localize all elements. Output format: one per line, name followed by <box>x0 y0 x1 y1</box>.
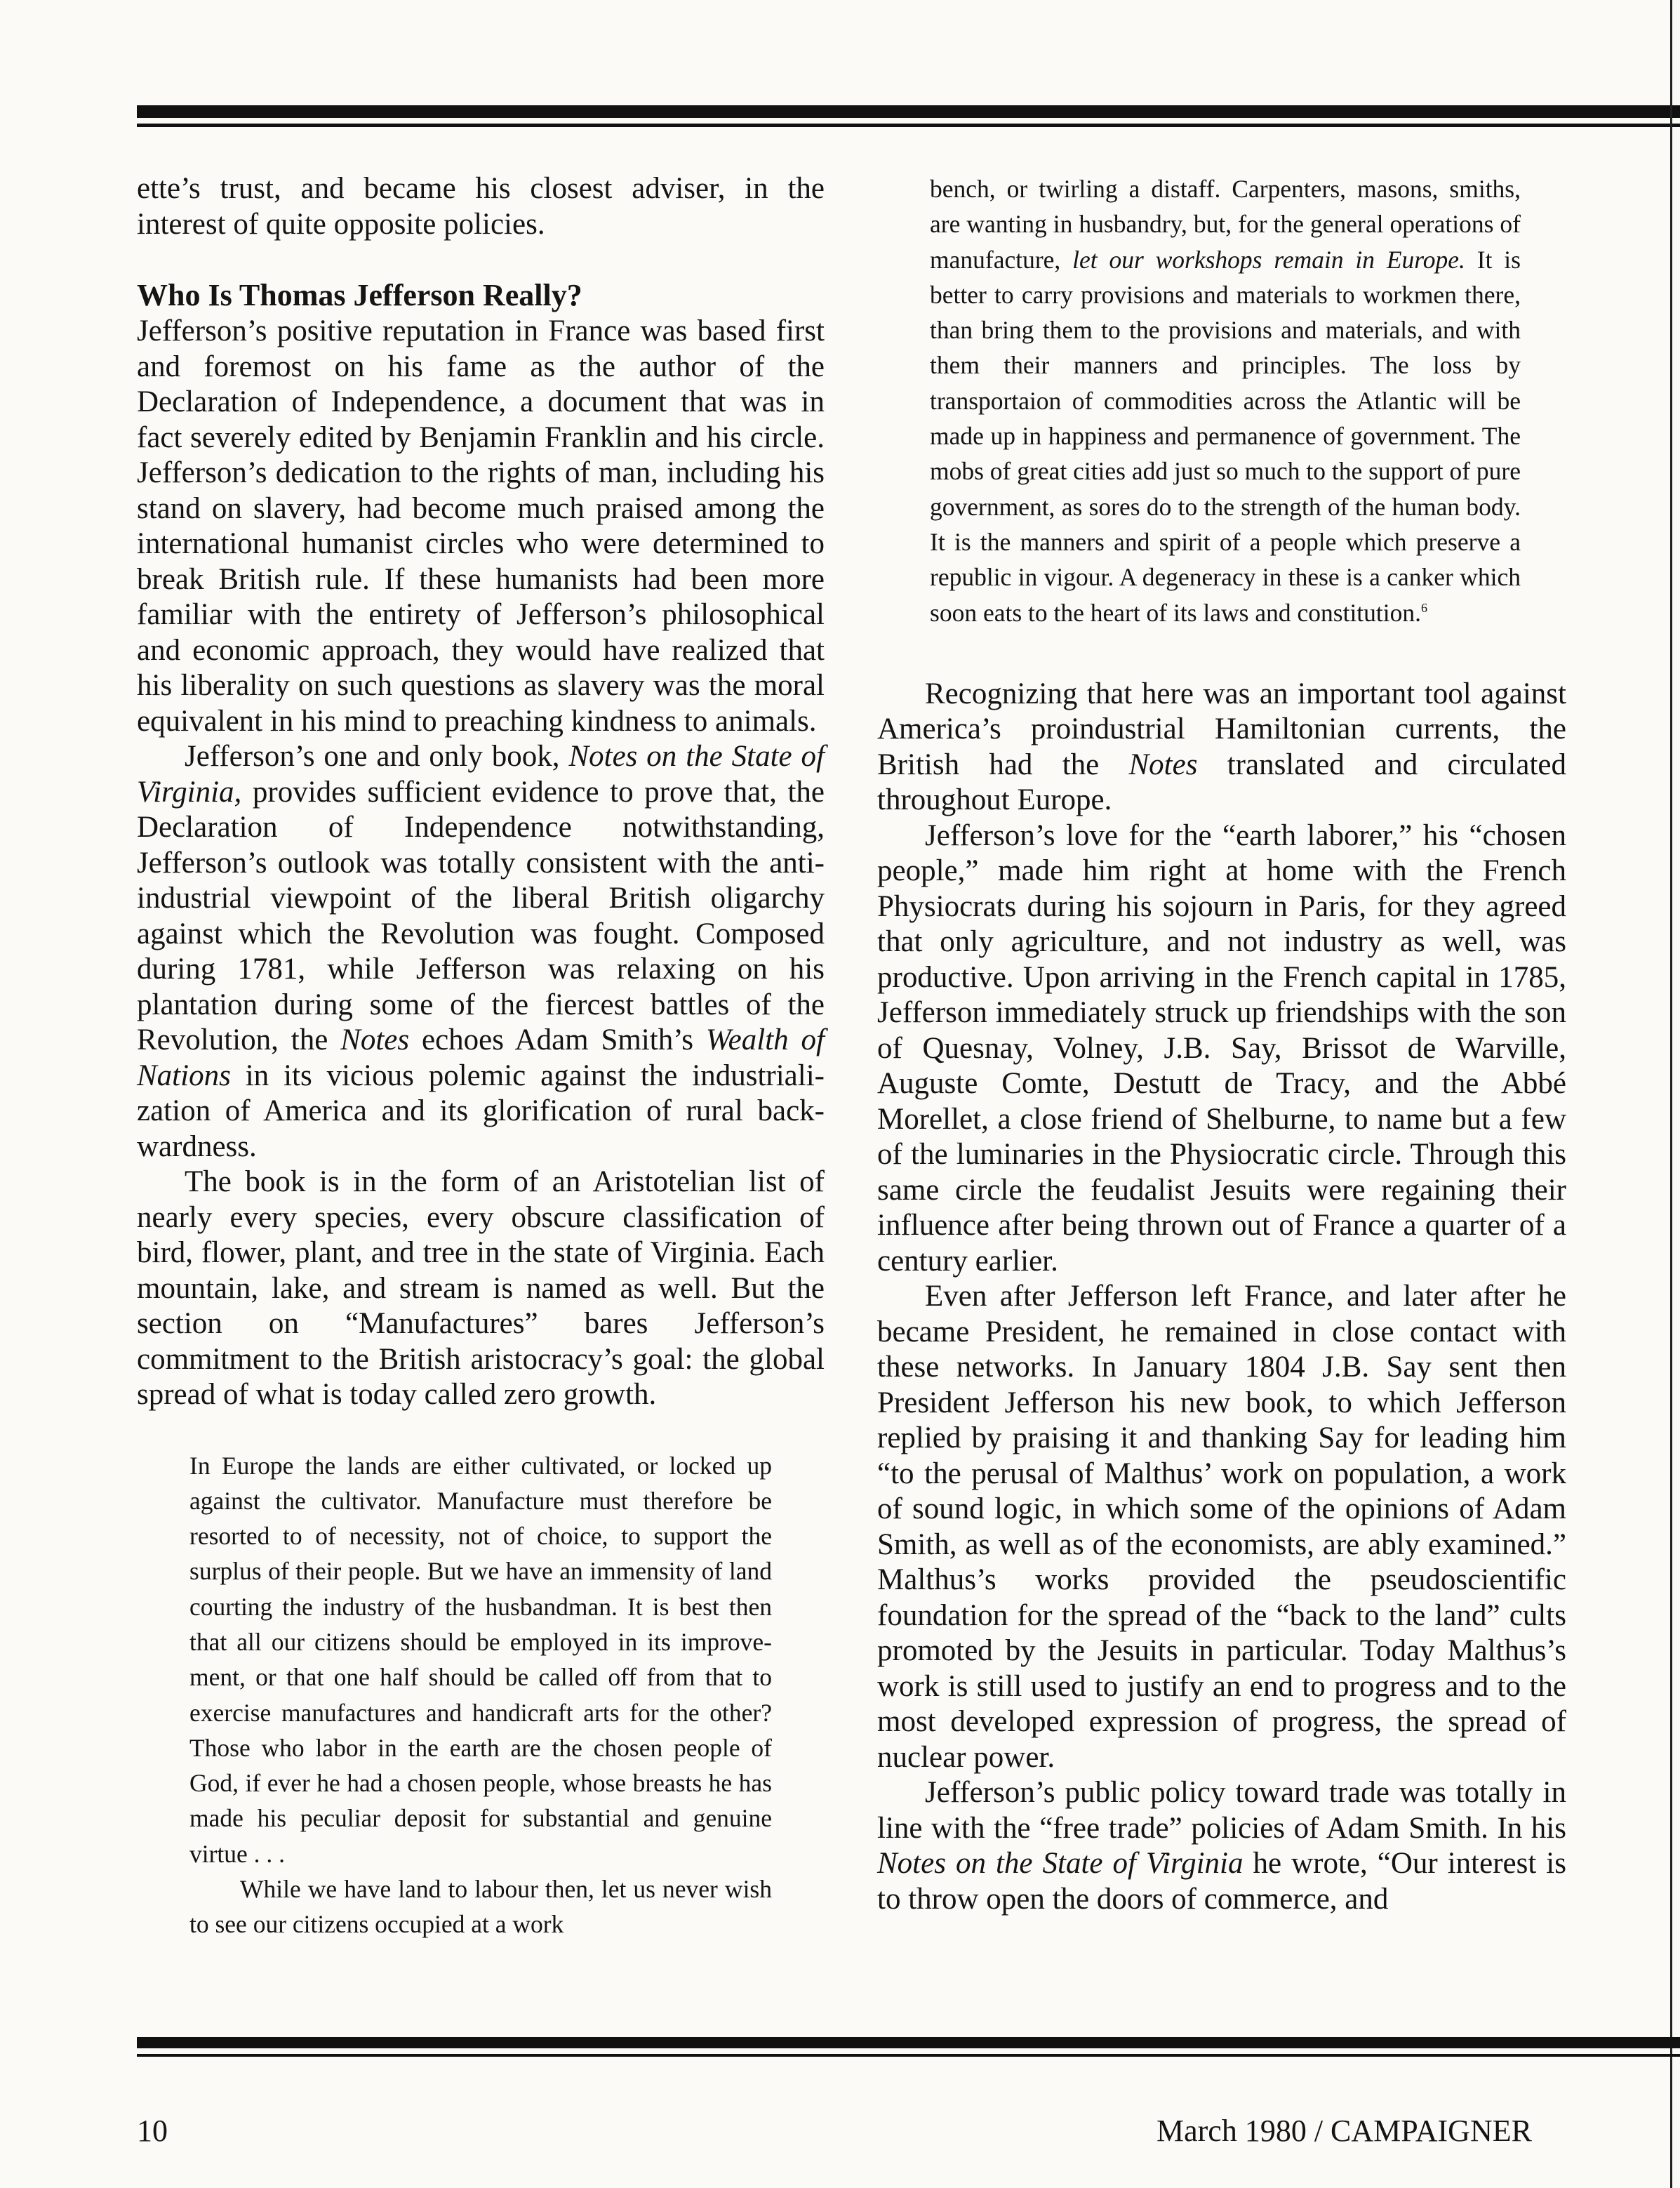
paragraph-recognizing <box>877 677 1566 818</box>
quote-emphasis: let our workshops remain in Europe. <box>1072 245 1465 274</box>
left-column <box>137 171 825 1942</box>
book-title: Notes on the State of Virginia, <box>137 740 825 809</box>
quote-paragraph <box>930 171 1521 630</box>
quote-paragraph: In Europe the lands are either cultivated, or locked up against the cultivator. Manufacture must therefore be resorted to of necessity, not of choice, to support the surplus of their people. But we have an immensity of land courting the industry of the husbandman. It is best then that all our citizens should be employed in its improvement, or that one half should be called off from that to exercise manufactures and handicraft arts for the other? Those who labor in the earth are the chosen people of God, if ever he had a chosen people, whose breasts he has made his peculiar deposit for substantial and genuine virtue . . . <box>189 1451 772 1868</box>
block-quote <box>189 1448 772 1942</box>
footnote-marker: 6 <box>1421 600 1428 615</box>
paragraph-notes-book <box>137 739 825 1165</box>
paragraph-physiocrats: Jefferson’s love for the “earth laborer,” his “chosen people,” made him right at home with the French Physiocrats during his sojourn in Paris, for they agreed that only agriculture, and not industry as well, was productive. Upon arriving in the French capital in 1785, Jefferson immediately struck up friendships with the son of Quesnay, Volney, J.B. Say, Brissot de Warville, Auguste Comte, Destutt de Tracy, and the Abbé Morellet, a close friend of Shelburne, to name but a few of the luminaries in the Physiocratic circle. Through this same circle the feudalist Jesuits were regaining their influence after being thrown out of France a quarter of a century earlier. <box>877 818 1566 1278</box>
paragraph-reputation: Jefferson’s positive reputation in France was based first and foremost on his fame as the author of the Declaration of Independence, a document that was in fact severely edited by Benjamin Franklin and his circle. Jefferson’s dedication to the rights of man, including his stand on slavery, had become much praised among the international humanist circles who were determined to break British rule. If these humanists had been more familiar with the entirety of Jefferson’s philosophical and economic approach, they would have realized that his liberality on such questions as slavery was the moral equivalent in his mind to preaching kindness to animals. <box>137 314 825 738</box>
text-run: Jefferson’s one and only book, <box>185 740 569 773</box>
paragraph-malthus: Even after Jefferson left France, and later after he became President, he remained in close contact with these networks. In January 1804 J.B. Say sent then President Jefferson his new book, to which Jefferson replied by praising it and thanking Say for leading him “to the perusal of Malthus’ work on population, a work of sound logic, in which some of the opinions of Adam Smith, as well as of the economists, are ably examined.” Malthus’s works provided the pseudoscientific foundation for the spread of the “back to the land” cults promoted by the Jesuits in particular. Today Malthus’s work is still used to justify an end to progress and to the most developed expression of progress, the spread of nuclear power. <box>877 1280 1566 1774</box>
right-body <box>877 677 1566 1918</box>
bottom-rule-thin <box>137 2054 1680 2057</box>
book-title-short: Notes <box>1128 748 1198 781</box>
text-run: bench, or twirling a distaff. Carpenters, masons, smiths, are wanting in husbandry, but, for the general operations of manufacture, <box>930 175 1521 274</box>
text-run: provides sufficient evidence to prove that, the Declaration of Independence notwithstanding, Jefferson’s outlook was totally consistent with the anti-industrial viewpoint of the liberal British oligarchy against which the Revolution was fought. Composed during 1781, while Jefferson was relaxing on his plantation during some of the fiercest battles of the Revolution, the <box>137 775 825 1056</box>
text-run: in its vicious polemic against the industrialization of America and its glorification of rural backwardness. <box>137 1059 825 1163</box>
block-quote-continued <box>930 171 1521 630</box>
top-rule <box>137 105 1680 118</box>
quote-paragraph: While we have land to labour then, let us never wish to see our citizens occupied at a work <box>189 1875 772 1939</box>
right-column <box>877 171 1566 1917</box>
text-run: he wrote, “Our interest is to throw open the doors of commerce, and <box>877 1847 1566 1916</box>
text-run: It is better to carry provisions and materials to workmen there, than bring them to the provisions and materials, and with them their manners and principles. The loss by transportaion of commodities across the Atlantic will be made up in happiness and permanence of government. The mobs of great cities add just so much to the support of pure government, as sores do to the strength of the human body. It is the manners and spirit of a people which preserve a republic in vigour. A degeneracy in these is a canker which soon eats to the heart of its laws and constitution. <box>930 245 1521 627</box>
bottom-rule <box>137 2037 1680 2048</box>
paragraph-aristotelian: The book is in the form of an Aristotelian list of nearly every species, every obscure classification of bird, flower, plant, and tree in the state of Virginia. Each mountain, lake, and stream is named as well. But the section on “Manufactures” bares Jefferson’s commitment to the British aristocracy’s goal: the global spread of what is today called zero growth. <box>137 1165 825 1411</box>
issue-line: March 1980 / CAMPAIGNER <box>1156 2114 1532 2148</box>
text-run: translated and circulated throughout Europe. <box>877 748 1566 817</box>
text-run: Recognizing that here was an important tool against America’s proindustrial Hamiltonian currents, the British had the <box>877 677 1566 781</box>
page-number: 10 <box>137 2114 168 2148</box>
book-title-short: Notes <box>340 1023 410 1056</box>
book-title: Notes on the State of Virginia <box>877 1847 1244 1881</box>
paragraph-continued: ette’s trust, and became his closest adviser, in the interest of quite opposite policies. <box>137 172 825 241</box>
section-heading: Who Is Thomas Jefferson Really? <box>137 278 582 312</box>
text-run: echoes Adam Smith’s <box>409 1023 706 1056</box>
top-rule-thin <box>137 124 1680 127</box>
page-edge-line <box>1670 0 1672 2188</box>
paragraph-free-trade <box>877 1775 1566 1917</box>
text-run: Jefferson’s public policy toward trade was totally in line with the “free trade” policies of Adam Smith. In his <box>877 1776 1566 1845</box>
book-title-wealth: Wealth of Nations <box>137 1023 825 1092</box>
